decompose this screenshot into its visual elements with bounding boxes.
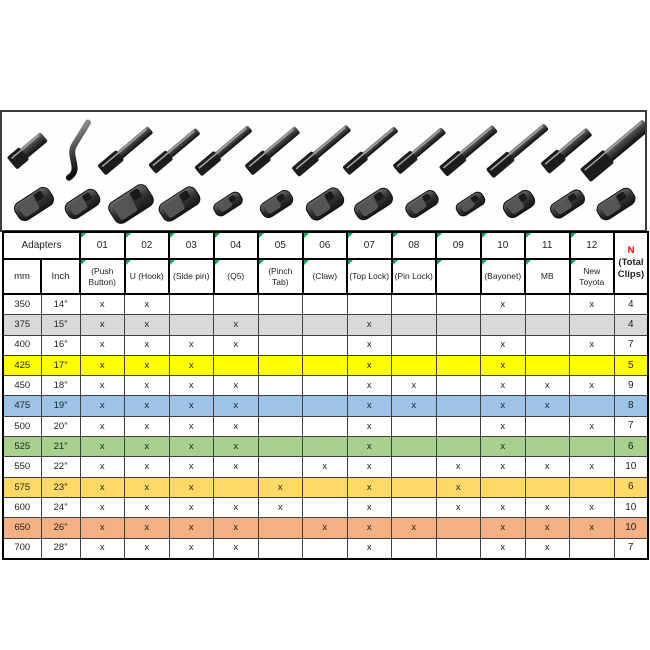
adapter-clip-photo — [548, 187, 587, 220]
adapter-name-header-08: (Pin Lock) — [392, 259, 437, 294]
inch-cell: 28” — [41, 538, 80, 559]
wiper-blade-photo — [342, 125, 400, 176]
total-cell: 6 — [614, 437, 648, 457]
mark-cell: x — [125, 416, 170, 436]
total-clips-label: (Total Clips) — [617, 257, 645, 280]
wiper-blade-photo — [148, 126, 202, 174]
adapter-name-header-12: New Toyota — [570, 259, 615, 294]
mark-cell: x — [436, 477, 481, 497]
adapter-col-header-03: 03 — [169, 232, 214, 259]
mark-cell — [258, 294, 303, 315]
mark-cell — [169, 294, 214, 315]
adapter-gallery-image — [2, 112, 645, 230]
mark-cell — [525, 416, 570, 436]
mark-cell: x — [125, 437, 170, 457]
table-row — [3, 457, 648, 477]
mark-cell — [258, 518, 303, 538]
mm-cell: 425 — [3, 355, 41, 375]
mark-cell: x — [214, 315, 259, 335]
adapter-col-header-07: 07 — [347, 232, 392, 259]
mark-cell: x — [214, 538, 259, 559]
mark-cell: x — [570, 518, 615, 538]
table-row — [3, 396, 648, 416]
mark-cell — [258, 416, 303, 436]
adapter-col-header-12: 12 — [570, 232, 615, 259]
mark-cell: x — [169, 518, 214, 538]
adapter-name-header-06: (Claw) — [303, 259, 348, 294]
mark-cell: x — [125, 355, 170, 375]
mark-cell: x — [436, 457, 481, 477]
mark-cell: x — [125, 518, 170, 538]
mark-cell — [570, 396, 615, 416]
mark-cell: x — [214, 396, 259, 416]
mark-cell: x — [214, 518, 259, 538]
mark-cell — [169, 315, 214, 335]
mark-cell — [570, 538, 615, 559]
total-cell: 7 — [614, 416, 648, 436]
mark-cell — [525, 437, 570, 457]
adapter-clip-photo — [304, 185, 347, 222]
table-row — [3, 477, 648, 497]
wiper-blade-photo — [7, 130, 49, 169]
mark-cell — [570, 437, 615, 457]
mark-cell — [303, 355, 348, 375]
mark-cell — [258, 355, 303, 375]
adapter-name-header-05: (Pinch Tab) — [258, 259, 303, 294]
mark-cell: x — [125, 457, 170, 477]
mark-cell: x — [347, 497, 392, 517]
total-cell: 8 — [614, 396, 648, 416]
mark-cell — [392, 437, 437, 457]
mark-cell: x — [80, 376, 125, 396]
mark-cell — [258, 538, 303, 559]
mark-cell: x — [392, 396, 437, 416]
mark-cell: x — [570, 376, 615, 396]
mark-cell: x — [80, 518, 125, 538]
table-row — [3, 497, 648, 517]
mark-cell: x — [347, 416, 392, 436]
mark-cell: x — [80, 315, 125, 335]
adapter-clip-photo — [258, 188, 295, 220]
adapter-name-header-02: U (Hook) — [125, 259, 170, 294]
mark-cell — [214, 294, 259, 315]
mark-cell: x — [214, 497, 259, 517]
mark-cell — [392, 294, 437, 315]
mark-cell: x — [436, 497, 481, 517]
mark-cell — [303, 497, 348, 517]
mark-cell — [436, 335, 481, 355]
mark-cell — [481, 477, 526, 497]
inch-cell: 15” — [41, 315, 80, 335]
mark-cell: x — [347, 355, 392, 375]
mark-cell: x — [125, 294, 170, 315]
total-cell: 5 — [614, 355, 648, 375]
wiper-blade-photo — [291, 123, 352, 177]
mark-cell — [258, 376, 303, 396]
inch-cell: 20” — [41, 416, 80, 436]
mark-cell: x — [80, 538, 125, 559]
mark-cell — [392, 457, 437, 477]
mark-cell: x — [169, 376, 214, 396]
inch-cell: 19” — [41, 396, 80, 416]
mark-cell — [436, 396, 481, 416]
mark-cell: x — [303, 518, 348, 538]
header-row-2 — [3, 259, 648, 294]
inch-cell: 22” — [41, 457, 80, 477]
table-row — [3, 355, 648, 375]
adapter-name-header-10: (Bayonet) — [481, 259, 526, 294]
mark-cell: x — [214, 416, 259, 436]
mark-cell: x — [481, 355, 526, 375]
mark-cell: x — [481, 437, 526, 457]
mark-cell: x — [347, 315, 392, 335]
table-row — [3, 437, 648, 457]
mark-cell: x — [570, 497, 615, 517]
mark-cell: x — [125, 396, 170, 416]
total-cell: 6 — [614, 477, 648, 497]
mark-cell: x — [570, 294, 615, 315]
table-row — [3, 335, 648, 355]
mark-cell — [392, 477, 437, 497]
total-cell: 7 — [614, 335, 648, 355]
mark-cell — [525, 294, 570, 315]
wiper-blade-photo — [194, 124, 254, 177]
mm-cell: 550 — [3, 457, 41, 477]
mark-cell — [436, 518, 481, 538]
inch-cell: 26” — [41, 518, 80, 538]
mark-cell — [436, 538, 481, 559]
mark-cell — [303, 294, 348, 315]
mark-cell — [303, 538, 348, 559]
total-cell: 4 — [614, 315, 648, 335]
inch-cell: 24” — [41, 497, 80, 517]
adapter-name-header-09 — [436, 259, 481, 294]
mark-cell: x — [258, 477, 303, 497]
mark-cell — [392, 497, 437, 517]
mark-cell: x — [303, 457, 348, 477]
mark-cell: x — [80, 335, 125, 355]
mark-cell: x — [481, 497, 526, 517]
mark-cell — [481, 315, 526, 335]
table-row — [3, 315, 648, 335]
mark-cell: x — [80, 497, 125, 517]
mark-cell — [258, 437, 303, 457]
mark-cell: x — [347, 376, 392, 396]
mark-cell: x — [525, 376, 570, 396]
mark-cell: x — [392, 376, 437, 396]
product-photo-panel — [0, 110, 647, 232]
mark-cell — [392, 355, 437, 375]
adapter-compatibility-table — [2, 231, 649, 560]
mark-cell: x — [214, 457, 259, 477]
mm-column-header: mm — [3, 259, 41, 294]
adapter-clip-photo — [501, 188, 538, 221]
mark-cell — [570, 477, 615, 497]
adapter-clip-photo — [63, 187, 103, 222]
mark-cell — [303, 416, 348, 436]
adapter-col-header-10: 10 — [481, 232, 526, 259]
mark-cell: x — [481, 294, 526, 315]
total-cell: 10 — [614, 457, 648, 477]
mark-cell: x — [481, 396, 526, 416]
mark-cell: x — [481, 518, 526, 538]
mark-cell — [525, 355, 570, 375]
mark-cell: x — [525, 518, 570, 538]
total-cell: 4 — [614, 294, 648, 315]
mark-cell: x — [169, 437, 214, 457]
wiper-blade-photo — [97, 124, 154, 175]
mark-cell: x — [214, 376, 259, 396]
adapter-clip-photo — [454, 190, 487, 218]
adapter-col-header-05: 05 — [258, 232, 303, 259]
mark-cell: x — [169, 416, 214, 436]
mm-cell: 500 — [3, 416, 41, 436]
mark-cell — [303, 315, 348, 335]
mark-cell — [436, 376, 481, 396]
mark-cell: x — [258, 497, 303, 517]
adapters-header: Adapters — [3, 232, 80, 259]
mm-cell: 650 — [3, 518, 41, 538]
mark-cell — [258, 315, 303, 335]
mark-cell: x — [392, 518, 437, 538]
wiper-blade-photo — [580, 118, 645, 182]
mark-cell: x — [347, 437, 392, 457]
mark-cell: x — [169, 497, 214, 517]
mark-cell — [436, 294, 481, 315]
total-clips-header — [614, 232, 648, 294]
mark-cell — [303, 376, 348, 396]
adapter-col-header-06: 06 — [303, 232, 348, 259]
mark-cell: x — [80, 294, 125, 315]
mark-cell: x — [570, 457, 615, 477]
mark-cell: x — [570, 335, 615, 355]
total-n-label: N — [627, 245, 635, 257]
mark-cell: x — [214, 335, 259, 355]
mark-cell — [436, 355, 481, 375]
mark-cell: x — [80, 457, 125, 477]
adapter-clip-photo — [594, 186, 637, 223]
mark-cell: x — [169, 396, 214, 416]
mark-cell: x — [347, 457, 392, 477]
adapter-clip-photo — [12, 185, 56, 224]
wiper-blade-photo — [392, 125, 447, 174]
mm-cell: 450 — [3, 376, 41, 396]
mark-cell — [392, 416, 437, 436]
inch-cell: 18” — [41, 376, 80, 396]
adapter-clip-photo — [352, 186, 395, 223]
adapter-clip-photo — [156, 184, 202, 224]
mark-cell — [392, 538, 437, 559]
adapter-name-header-11: MB — [525, 259, 570, 294]
adapter-col-header-09: 09 — [436, 232, 481, 259]
mark-cell: x — [481, 457, 526, 477]
mark-cell: x — [169, 457, 214, 477]
mark-cell: x — [525, 538, 570, 559]
table-row — [3, 518, 648, 538]
mark-cell — [214, 477, 259, 497]
inch-cell: 16” — [41, 335, 80, 355]
mark-cell — [525, 335, 570, 355]
mark-cell — [436, 416, 481, 436]
adapter-name-header-07: (Top Lock) — [347, 259, 392, 294]
mark-cell: x — [80, 437, 125, 457]
adapter-col-header-02: 02 — [125, 232, 170, 259]
mark-cell: x — [125, 315, 170, 335]
mark-cell — [258, 396, 303, 416]
mark-cell: x — [525, 396, 570, 416]
total-cell: 9 — [614, 376, 648, 396]
mark-cell: x — [169, 477, 214, 497]
mark-cell: x — [80, 396, 125, 416]
table-row — [3, 294, 648, 315]
mark-cell — [214, 355, 259, 375]
mark-cell — [392, 315, 437, 335]
table-body — [3, 294, 648, 559]
total-cell: 7 — [614, 538, 648, 559]
table-row — [3, 416, 648, 436]
mark-cell — [258, 335, 303, 355]
adapter-clip-photo — [403, 188, 440, 220]
mark-cell — [436, 437, 481, 457]
mark-cell — [258, 457, 303, 477]
total-cell: 10 — [614, 518, 648, 538]
adapter-clip-photo — [106, 182, 156, 226]
table-row — [3, 538, 648, 559]
mark-cell: x — [347, 396, 392, 416]
adapter-col-header-11: 11 — [525, 232, 570, 259]
total-cell: 10 — [614, 497, 648, 517]
mark-cell: x — [481, 376, 526, 396]
mm-cell: 575 — [3, 477, 41, 497]
adapter-col-header-08: 08 — [392, 232, 437, 259]
adapter-col-header-01: 01 — [80, 232, 125, 259]
mark-cell: x — [80, 477, 125, 497]
mm-cell: 400 — [3, 335, 41, 355]
mm-cell: 525 — [3, 437, 41, 457]
mark-cell: x — [347, 477, 392, 497]
adapter-name-header-03: (Side pin) — [169, 259, 214, 294]
mark-cell — [303, 437, 348, 457]
mark-cell — [303, 335, 348, 355]
mark-cell: x — [347, 335, 392, 355]
inch-cell: 14” — [41, 294, 80, 315]
mark-cell: x — [80, 355, 125, 375]
mark-cell: x — [125, 538, 170, 559]
mm-cell: 600 — [3, 497, 41, 517]
mark-cell — [570, 315, 615, 335]
mark-cell: x — [570, 416, 615, 436]
mark-cell — [525, 477, 570, 497]
mark-cell: x — [125, 497, 170, 517]
mark-cell — [525, 315, 570, 335]
inch-cell: 17” — [41, 355, 80, 375]
mark-cell: x — [347, 518, 392, 538]
mark-cell: x — [481, 538, 526, 559]
mark-cell: x — [169, 335, 214, 355]
mark-cell: x — [125, 477, 170, 497]
wiper-blade-photo — [50, 123, 108, 178]
mark-cell: x — [169, 538, 214, 559]
mark-cell — [392, 335, 437, 355]
mark-cell: x — [80, 416, 125, 436]
mm-cell: 700 — [3, 538, 41, 559]
adapter-name-header-01: (Push Button) — [80, 259, 125, 294]
mark-cell: x — [214, 437, 259, 457]
mark-cell: x — [125, 335, 170, 355]
mark-cell: x — [481, 416, 526, 436]
adapter-col-header-04: 04 — [214, 232, 259, 259]
inch-column-header: Inch — [41, 259, 80, 294]
mark-cell: x — [347, 538, 392, 559]
mark-cell — [347, 294, 392, 315]
inch-cell: 21” — [41, 437, 80, 457]
mark-cell: x — [525, 497, 570, 517]
mark-cell — [303, 396, 348, 416]
mark-cell: x — [525, 457, 570, 477]
table-header — [3, 232, 648, 294]
mark-cell — [570, 355, 615, 375]
header-row-1 — [3, 232, 648, 259]
adapter-clip-photo — [212, 190, 245, 218]
adapter-name-header-04: (Q5) — [214, 259, 259, 294]
mm-cell: 375 — [3, 315, 41, 335]
mm-cell: 350 — [3, 294, 41, 315]
table-row — [3, 376, 648, 396]
mark-cell: x — [169, 355, 214, 375]
mm-cell: 475 — [3, 396, 41, 416]
mark-cell: x — [481, 335, 526, 355]
inch-cell: 23” — [41, 477, 80, 497]
mark-cell: x — [125, 376, 170, 396]
mark-cell — [303, 477, 348, 497]
mark-cell — [436, 315, 481, 335]
